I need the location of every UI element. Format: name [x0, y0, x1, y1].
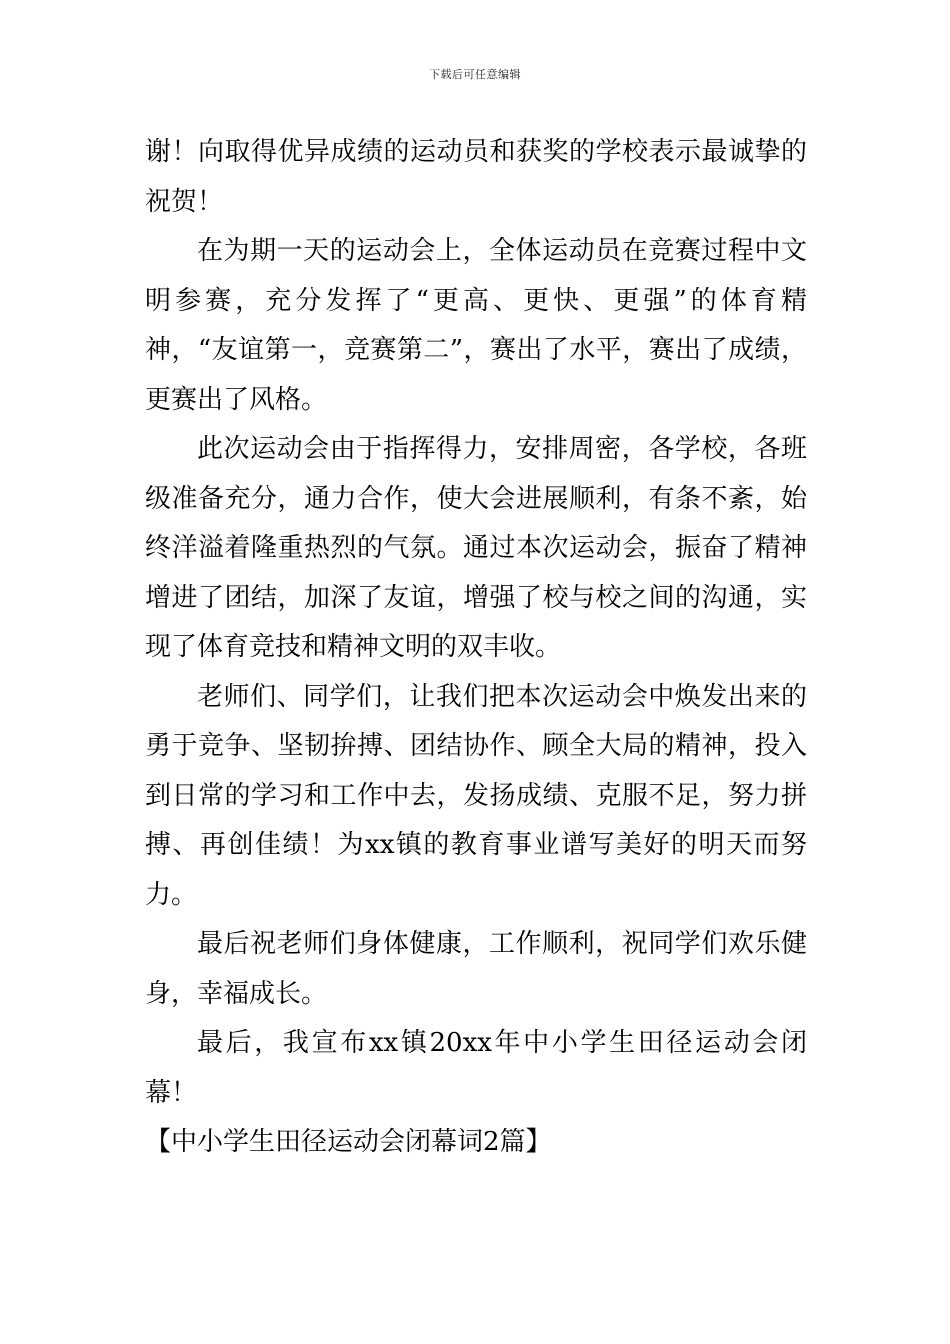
header-note: 下载后可任意编辑 [429, 68, 521, 81]
document-body [145, 128, 807, 1168]
paragraph-closing-announcement: 最后，我宣布xx镇20xx年中小学生田径运动会闭幕！ [145, 1028, 807, 1108]
paragraph-wishes: 最后祝老师们身体健康，工作顺利，祝同学们欢乐健身，幸福成长。 [145, 929, 807, 1009]
paragraph-call-to-action: 老师们、同学们，让我们把本次运动会中焕发出来的勇于竞争、坚韧拚搏、团结协作、顾全大局的精神，投入到日常的学习和工作中去，发扬成绩、克服不足，努力拼搏、再创佳绩！为xx镇的教育事业谱写美好的明天而努力。 [145, 681, 807, 910]
footer-title: 【中小学生田径运动会闭幕词2篇】 [145, 1127, 552, 1157]
paragraph-organization: 此次运动会由于指挥得力，安排周密，各学校，各班级准备充分，通力合作，使大会进展顺利，有条不紊，始终洋溢着隆重热烈的气氛。通过本次运动会，振奋了精神增进了团结，加深了友谊，增强了校与校之间的沟通，实现了体育竞技和精神文明的双丰收。 [145, 434, 807, 662]
paragraph-competition-spirit: 在为期一天的运动会上，全体运动员在竞赛过程中文明参赛，充分发挥了“更高、更快、更强”的体育精神，“友谊第一，竞赛第二”，赛出了水平，赛出了成绩，更赛出了风格。 [145, 236, 807, 415]
paragraph-congratulations: 谢！向取得优异成绩的运动员和获奖的学校表示最诚挚的祝贺！ [145, 137, 807, 217]
